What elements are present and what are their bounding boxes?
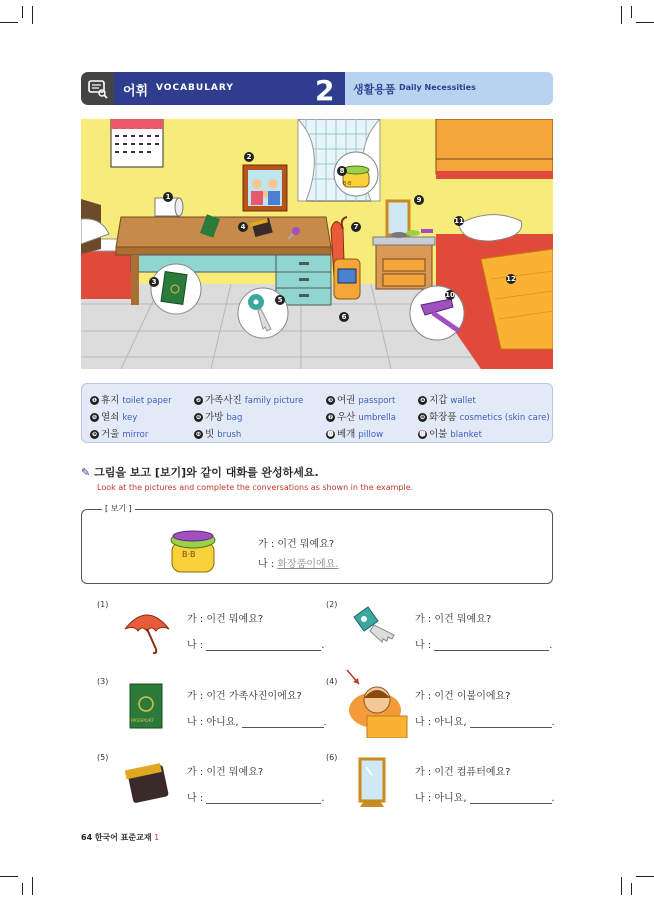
instruction xyxy=(81,464,319,480)
mirror-image xyxy=(354,757,390,809)
legend-word-en: pillow xyxy=(358,430,384,440)
exercise-question: 가 : 이건 가족사진이에요? xyxy=(187,691,302,702)
marker-7: 7 xyxy=(351,222,361,232)
answer-blank[interactable] xyxy=(470,791,552,804)
answer-blank[interactable] xyxy=(434,638,549,651)
legend-word-en: umbrella xyxy=(358,413,396,423)
answer-period: . xyxy=(551,717,555,728)
legend-word-ko: 휴지 xyxy=(101,395,120,406)
exercise-question: 가 : 이건 컴퓨터예요? xyxy=(415,767,511,778)
marker-8: 8 xyxy=(337,166,347,176)
exercise-answer xyxy=(415,713,555,728)
topic-title-ko: 생활용품 xyxy=(353,83,396,96)
answer-prefix: 나 : xyxy=(187,640,204,651)
person-under-blanket-image xyxy=(345,668,409,738)
legend-item xyxy=(194,392,303,406)
cosmetics-jar-image xyxy=(169,524,217,574)
exercise-answer xyxy=(187,636,324,651)
exercise-answer xyxy=(415,636,552,651)
exercise-question: 가 : 이건 뭐예요? xyxy=(187,767,264,778)
example-answer-text: 화장품이에요. xyxy=(277,559,339,570)
answer-prefix: 나 : 아니요, xyxy=(415,793,467,804)
answer-blank[interactable] xyxy=(242,715,324,728)
cosmetics-label: B·B xyxy=(343,181,352,187)
exercise-number: (3) xyxy=(97,677,109,686)
legend-word-en: brush xyxy=(217,430,242,440)
exercise-number: (6) xyxy=(326,753,338,762)
legend-word-ko: 가족사진 xyxy=(205,395,242,406)
umbrella-image xyxy=(122,603,172,655)
legend-word-ko: 빗 xyxy=(205,429,215,440)
crop-mark xyxy=(631,6,632,18)
legend-word-en: blanket xyxy=(450,430,482,440)
marker-12: 12 xyxy=(506,275,516,283)
exercise-question: 가 : 이건 뭐예요? xyxy=(187,614,264,625)
section-header xyxy=(81,72,553,105)
legend-word-ko: 여권 xyxy=(337,395,356,406)
legend-word-ko: 베개 xyxy=(337,429,356,440)
marker-5: 5 xyxy=(275,295,285,305)
book-volume: 1 xyxy=(154,833,160,842)
answer-period: . xyxy=(551,793,555,804)
crop-mark xyxy=(636,22,654,23)
example-question: 가 : 이건 뭐예요? xyxy=(258,539,335,550)
legend-number: ❾ xyxy=(91,431,98,438)
legend-item xyxy=(90,409,137,423)
legend-word-en: cosmetics (skin care) xyxy=(459,413,550,423)
marker-3: 3 xyxy=(149,277,159,287)
legend-item xyxy=(194,409,242,423)
crop-mark xyxy=(0,22,18,23)
legend-item xyxy=(194,426,241,440)
exercise-number: (5) xyxy=(97,753,109,762)
legend-word-en: bag xyxy=(226,413,243,423)
crop-mark xyxy=(32,877,33,895)
legend-item xyxy=(90,426,148,440)
marker-1: 1 xyxy=(163,192,173,202)
callout-passport xyxy=(151,264,201,314)
crop-mark xyxy=(0,876,18,877)
legend-number: ❽ xyxy=(419,414,426,421)
legend-number: ❶ xyxy=(91,397,98,404)
legend-item xyxy=(418,392,476,406)
marker-10: 10 xyxy=(445,291,455,299)
crop-mark xyxy=(22,6,23,18)
marker-2: 2 xyxy=(244,152,254,162)
example-answer xyxy=(258,555,339,570)
legend-item xyxy=(90,392,172,406)
exercise-question: 가 : 이건 뭐예요? xyxy=(415,614,492,625)
exercise-question: 가 : 이건 이불이에요? xyxy=(415,691,511,702)
key-image xyxy=(352,605,396,651)
answer-period: . xyxy=(321,640,325,651)
crop-mark xyxy=(32,6,33,24)
pencil-icon: ✎ xyxy=(81,466,91,479)
legend-number: ❸ xyxy=(327,397,334,404)
legend-number: ❿ xyxy=(195,431,202,438)
example-answer-prefix: 나 : xyxy=(258,559,278,570)
legend-item xyxy=(326,426,383,440)
answer-blank[interactable] xyxy=(206,638,321,651)
section-title-en: VOCABULARY xyxy=(156,83,234,93)
answer-prefix: 나 : 아니요, xyxy=(187,717,239,728)
book-title: 한국어 표준교재 xyxy=(94,833,152,842)
legend-number: ⓬ xyxy=(419,431,426,438)
vocabulary-icon xyxy=(81,72,114,105)
legend-number: ❹ xyxy=(419,397,426,404)
legend-word-ko: 우산 xyxy=(337,412,356,423)
exercise-number: (1) xyxy=(97,600,109,609)
passport-label: PASSPORT xyxy=(131,719,155,724)
page-footer xyxy=(81,832,159,843)
marker-11: 11 xyxy=(454,217,464,225)
topic-title-en: Daily Necessities xyxy=(399,83,476,92)
legend-item xyxy=(418,409,550,423)
example-jar-label: B·B xyxy=(182,550,196,559)
exercise-answer xyxy=(187,713,327,728)
exercise-answer xyxy=(187,789,324,804)
crop-mark xyxy=(636,876,654,877)
vocabulary-legend xyxy=(81,383,553,443)
legend-word-ko: 화장품 xyxy=(429,412,457,423)
example-box xyxy=(81,504,553,584)
exercise-answer xyxy=(415,789,555,804)
legend-item xyxy=(418,426,482,440)
legend-word-en: toilet paper xyxy=(122,396,172,406)
answer-blank[interactable] xyxy=(206,791,321,804)
legend-word-en: mirror xyxy=(122,430,149,440)
legend-word-en: key xyxy=(122,413,138,423)
legend-word-ko: 이불 xyxy=(429,429,448,440)
legend-number: ❺ xyxy=(91,414,98,421)
page-number: 64 xyxy=(81,833,93,842)
wallet-image xyxy=(124,758,172,806)
answer-period: . xyxy=(323,717,327,728)
legend-word-en: passport xyxy=(358,396,396,406)
legend-word-en: wallet xyxy=(450,396,476,406)
answer-period: . xyxy=(321,793,325,804)
crop-mark xyxy=(621,6,622,24)
marker-6: 6 xyxy=(339,312,349,322)
exercise-number: (4) xyxy=(326,677,338,686)
legend-word-ko: 열쇠 xyxy=(101,412,120,423)
crop-mark xyxy=(631,883,632,895)
answer-prefix: 나 : xyxy=(187,793,204,804)
crop-mark xyxy=(621,877,622,895)
instruction-en: Look at the pictures and complete the conversations as shown in the example. xyxy=(97,483,414,492)
answer-prefix: 나 : xyxy=(415,640,432,651)
legend-number: ❼ xyxy=(327,414,334,421)
legend-number: ❷ xyxy=(195,397,202,404)
room-illustration xyxy=(81,119,553,369)
crop-mark xyxy=(22,883,23,895)
legend-word-ko: 지갑 xyxy=(429,395,448,406)
example-tag: [ 보기 ] xyxy=(102,503,135,514)
answer-prefix: 나 : 아니요, xyxy=(415,717,467,728)
answer-blank[interactable] xyxy=(470,715,552,728)
answer-period: . xyxy=(549,640,553,651)
section-title-ko: 어휘 xyxy=(123,84,149,99)
legend-item xyxy=(326,409,396,423)
marker-9: 9 xyxy=(414,195,424,205)
legend-word-ko: 가방 xyxy=(205,412,224,423)
exercise-number: (2) xyxy=(326,600,338,609)
legend-word-en: family picture xyxy=(244,396,304,406)
callout-brush xyxy=(410,286,464,340)
marker-4: 4 xyxy=(238,222,248,232)
legend-item xyxy=(326,392,395,406)
instruction-ko: 그림을 보고 [보기]와 같이 대화를 완성하세요. xyxy=(94,466,319,479)
lesson-number: 2 xyxy=(315,74,335,107)
legend-number: ⓫ xyxy=(327,431,334,438)
legend-word-ko: 거울 xyxy=(101,429,120,440)
legend-number: ❻ xyxy=(195,414,202,421)
